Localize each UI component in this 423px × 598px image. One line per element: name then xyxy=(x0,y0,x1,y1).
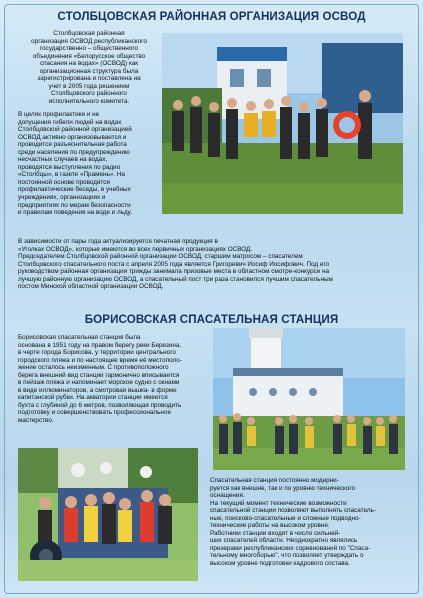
section2-title: БОРИСОВСКАЯ СПАСАТЕЛЬНАЯ СТАНЦИЯ xyxy=(84,313,339,326)
children-group-photo xyxy=(18,448,198,581)
section2-tail: Спасательная станция постоянно модерни- руется как внешне, так и по уровню технического оснащения. На текущий момент технические возможности спасательной станции позволяют выполнять спасатель- ные, поисково-спасательные и сложные подводно- технические работы на высоком уровне. Работники станции входят в число сильней- ших спасателей области. Неоднократно являлись призерами республиканских соревнований по "Спаса- тельному многоборью", что позволяет утверждать о высоком уровне подготовки кадрового состава. xyxy=(210,477,376,568)
osvod-team-photo xyxy=(162,33,403,214)
section2-body: Борисовская спасательная станция была основана в 1951 году на правом берегу реки Березина, в черте города Борисова, у территории центрального городского пляжа и по настоящее время её местополо- жение осталось неизменным. С противоположного берега внешний вид станции гармонично вписывается в пейзаж пляжа и напоминает морское судно с окнами в виде иллюминаторов, а смотровая вышка- в форме капитанской рубки. На акватории станции имеется бухта с глубиной до 6 метров, позволяющая проводить подготовку и совершенствовать профессиональное мастерство. xyxy=(18,334,182,425)
section1-tail: В зависимости от пары года актуализируется печатная продукция в «Уголках ОСВОД», которые имеются во всех первичных организациях ОСВОД. Председателем Столбцовской районной организации ОСВОД, старшим матросом – спасателем Столбцовского спасательного поста с апреля 2005 года является Григоревич Иосиф Иосифович. Под его руководством районная организация трижды занимала призовые места в областном смотре-конкурсе на лучшую районную организацию ОСВОД, а спасательный пост три раза становился лучшим спасательным постом Минской областной организации ОСВОД. xyxy=(18,238,333,291)
rescue-station-photo xyxy=(213,328,405,470)
section1-title: СТОЛБЦОВСКАЯ РАЙОННАЯ ОРГАНИЗАЦИЯ ОСВОД xyxy=(57,10,366,23)
section1-body: В целях профилактики и не допущения гибели людей на водах Столбцовской районной организацией ОСВОД активно организовывается и проводится разъяснительная работа среди населения по предупреждению несчастных случаев на водах, проводятся выступления по радио «Столбцы», в газете «Прамень». На постоянной основе проводятся профилактические беседы, в учебных учреждениях, организациях и предприятиях по мерам безопасности и правилам поведения на воде и льду. xyxy=(18,111,132,217)
section1-intro: Столбцовская районная организация ОСВОД республиканского государственно – общественного объединения «Белорусское общество спасания на водах» (ОСВОД) как организационная структура была зарегистрирована и поставлена на учет в 2005 года решением Столбцовского районного исполнительного комитета. xyxy=(31,30,147,104)
